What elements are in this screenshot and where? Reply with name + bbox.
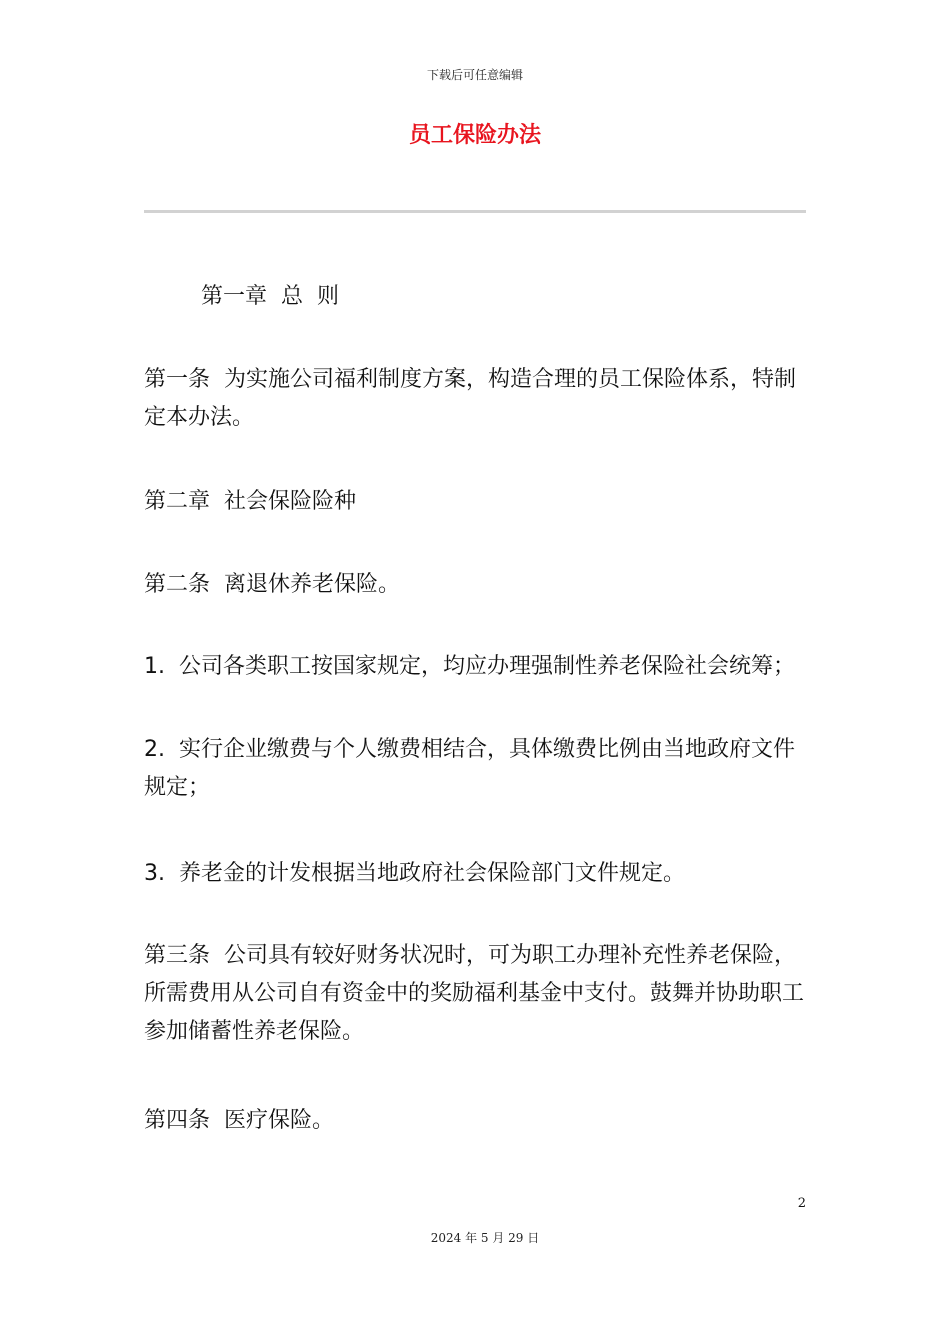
article-three-paragraph: 第三条 公司具有较好财务状况时，可为职工办理补充性养老保险，所需费用从公司自有资金中的奖励福利基金中支付。鼓舞并协助职工参加储蓄性养老保险。 <box>144 943 805 1044</box>
title-divider <box>144 210 806 213</box>
chapter-two-heading: 第二章 社会保险险种 <box>144 489 356 514</box>
footer-date: 2024 年 5 月 29 日 <box>430 1231 540 1245</box>
document-title: 员工保险办法 <box>408 123 541 148</box>
header-note: 下载后可任意编辑 <box>426 68 523 82</box>
list-item-1: 1. 公司各类职工按国家规定，均应办理强制性养老保险社会统筹； <box>144 654 795 679</box>
list-item-3: 3. 养老金的计发根据当地政府社会保险部门文件规定。 <box>144 861 685 886</box>
chapter-one-heading: 第一章 总 则 <box>201 284 339 309</box>
article-one-paragraph: 第一条 为实施公司福利制度方案，构造合理的员工保险体系，特制定本办法。 <box>144 367 796 430</box>
page-number: 2 <box>797 1196 806 1211</box>
list-item-2: 2. 实行企业缴费与个人缴费相结合，具体缴费比例由当地政府文件规定； <box>144 737 795 800</box>
article-four-paragraph: 第四条 医疗保险。 <box>144 1108 334 1133</box>
article-two-paragraph: 第二条 离退休养老保险。 <box>144 572 400 597</box>
